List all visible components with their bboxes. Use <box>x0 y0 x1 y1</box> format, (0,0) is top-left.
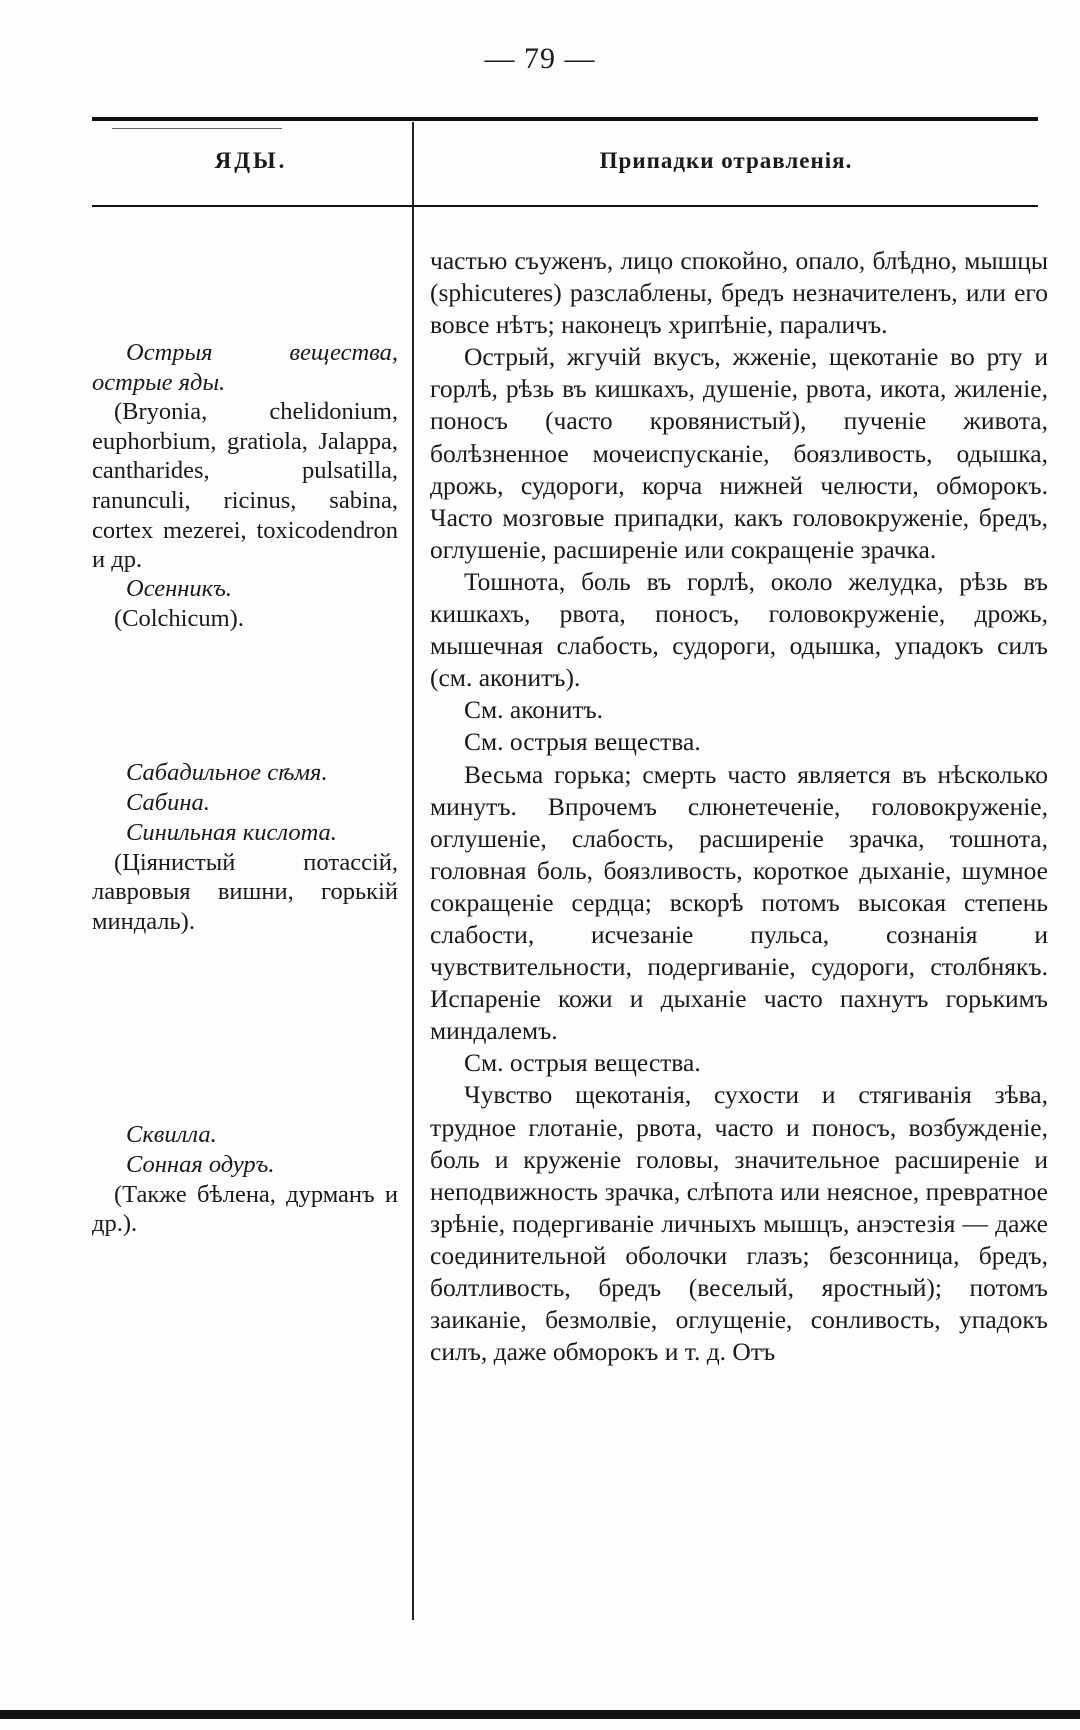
symptom-paragraph: Острый, жгучій вкусъ, жженіе, щекотаніе во рту и горлѣ, рѣзь въ кишкахъ, душеніе, рвота, икота, жиленіе, поносъ (часто кровянистый), пученіе живота, болѣзненное мочеиспусканіе, боязливость, одышка, дрожь, судороги, корча нижней челюсти, обморокъ. Часто мозговые припадки, какъ головокруженіе, бредъ, оглушеніе, расширеніе или сокращеніе зрачка. <box>430 342 1048 564</box>
poison-entry <box>92 1120 398 1150</box>
poison-name: Осенникъ. <box>126 575 232 602</box>
symptom-paragraph: См. аконитъ. <box>464 695 604 725</box>
symptoms-column-header: Припадки отравленія. <box>599 148 853 173</box>
page-number: — 79 — <box>484 42 596 75</box>
poison-name: Сабина. <box>126 789 210 816</box>
symptom-paragraph: частью съуженъ, лицо спокойно, опало, блѣдно, мышцы (sphicuteres) разслаблены, бредъ незначителенъ, или его вовсе нѣтъ; наконецъ хрипѣніе, параличъ. <box>430 246 1048 340</box>
poison-entry <box>92 788 398 818</box>
symptom-paragraph: Тошнота, боль въ горлѣ, около желудка, рѣзь въ кишкахъ, рвота, поносъ, головокруженіе, дрожь, мышечная слабость, судороги, одышка, упадокъ силъ (см. аконитъ). <box>430 566 1048 693</box>
top-thin-rule <box>112 128 282 129</box>
poison-note: (Colchicum). <box>114 604 244 632</box>
column-divider <box>412 122 414 1620</box>
poison-name: Синильная кислота. <box>126 819 337 846</box>
symptoms-column <box>430 245 1048 1368</box>
poison-note: (Также бѣлена, дурманъ и др.). <box>92 1180 398 1238</box>
poison-note: (Bryonia, chelidonium, euphorbium, gratiola, Jalappa, cantharides, pulsatilla, ranunculi, ricinus, sabina, cortex mezerei, toxicodendron и др. <box>92 398 398 574</box>
symptom-paragraph: См. острыя вещества. <box>464 1048 701 1078</box>
poison-name: Острыя вещества, острые яды. <box>92 339 398 396</box>
poisons-column-header: ЯДЫ. <box>214 148 288 173</box>
poison-entry <box>92 818 398 936</box>
poison-entry <box>92 758 398 788</box>
bottom-rule <box>0 1710 1080 1719</box>
poison-entry <box>92 338 398 575</box>
header-rule <box>92 205 1038 207</box>
symptom-paragraph: Весьма горька; смерть часто является въ нѣсколько минутъ. Впрочемъ слюнетеченіе, головокруженіе, оглушеніе, слабость, расширеніе зрачка, тошнота, головная боль, боязливость, короткое дыханіе, шумное сокращеніе сердца; вскорѣ потомъ высокая степень слабости, исчезаніе пульса, сознанія и чувствительности, подергиваніе, судороги, столбнякъ. Испареніе кожи и дыханіе часто пахнутъ горькимъ миндалемъ. <box>430 759 1048 1046</box>
poison-name: Сквилла. <box>126 1121 217 1148</box>
poison-note: (Ціянистый потассій, лавровыя вишни, горькій миндаль). <box>92 848 398 935</box>
poison-name: Сабадильное сѣмя. <box>126 759 328 786</box>
symptom-paragraph: См. острыя вещества. <box>464 727 701 757</box>
poison-name: Сонная одуръ. <box>126 1151 275 1178</box>
poison-entry <box>92 574 398 633</box>
symptom-paragraph: Чувство щекотанія, сухости и стягиванія зѣва, трудное глотаніе, рвота, часто и поносъ, возбужденіе, боль и круженіе головы, значительное расширеніе и неподвижность зрачка, слѣпота или неясное, превратное зрѣніе, подергиваніе личныхъ мышцъ, анэстезія — даже соединительной оболочки глазъ; безсонница, бредъ, болтливость, бредъ (веселый, яростный); потомъ заиканіе, безмолвіе, оглущеніе, сонливость, упадокъ силъ, даже обморокъ и т. д. Отъ <box>430 1080 1048 1367</box>
poison-entry <box>92 1150 398 1239</box>
top-rule <box>92 117 1038 121</box>
